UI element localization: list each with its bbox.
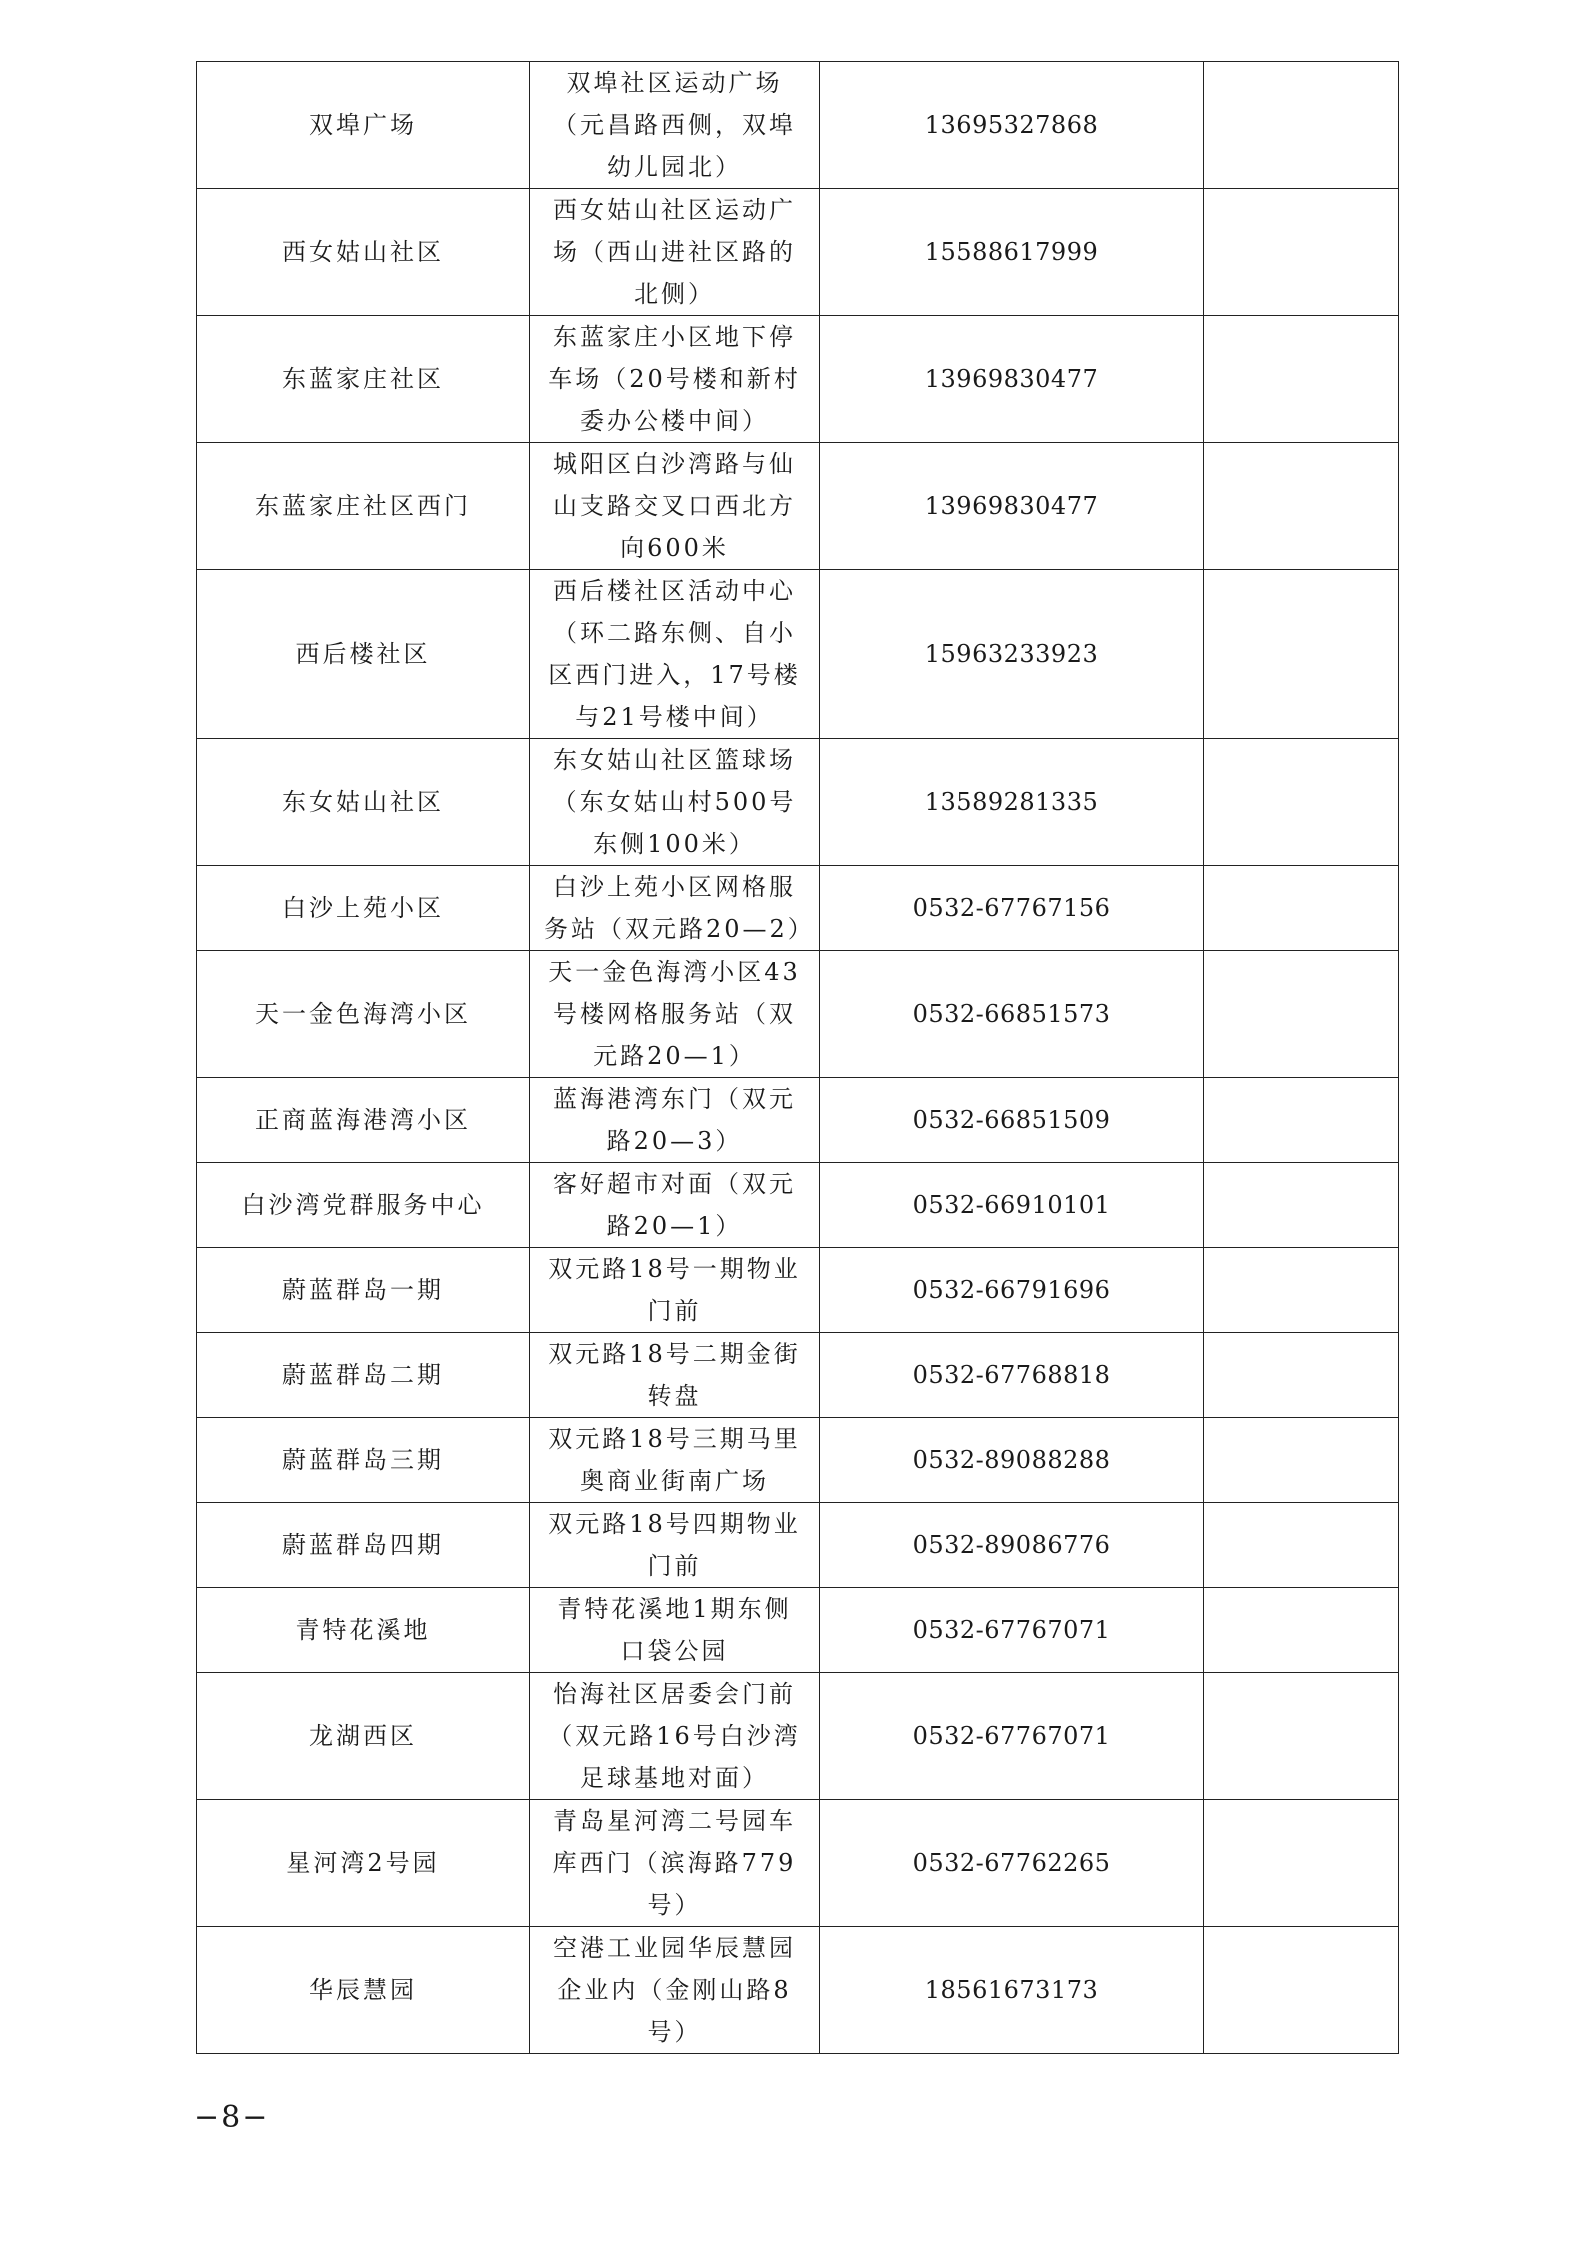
table-row [197, 1078, 1399, 1163]
empty-cell [1204, 739, 1399, 866]
table-row [197, 1163, 1399, 1248]
location-cell: 白沙上苑小区网格服务站（双元路20—2） [530, 866, 820, 951]
site-name-cell: 华辰慧园 [197, 1927, 530, 2054]
table-row [197, 1248, 1399, 1333]
site-name-cell: 蔚蓝群岛四期 [197, 1503, 530, 1588]
site-name-cell: 天一金色海湾小区 [197, 951, 530, 1078]
table-row [197, 1333, 1399, 1418]
site-name-cell: 正商蓝海港湾小区 [197, 1078, 530, 1163]
table-row [197, 1927, 1399, 2054]
site-name-cell: 蔚蓝群岛三期 [197, 1418, 530, 1503]
location-cell: 双元路18号一期物业门前 [530, 1248, 820, 1333]
empty-cell [1204, 189, 1399, 316]
site-name-cell: 青特花溪地 [197, 1588, 530, 1673]
phone-cell: 0532-66910101 [820, 1163, 1204, 1248]
location-cell: 双元路18号二期金街转盘 [530, 1333, 820, 1418]
phone-cell: 0532-89086776 [820, 1503, 1204, 1588]
table-row [197, 951, 1399, 1078]
site-name-cell: 星河湾2号园 [197, 1800, 530, 1927]
empty-cell [1204, 1673, 1399, 1800]
empty-cell [1204, 1163, 1399, 1248]
empty-cell [1204, 316, 1399, 443]
site-name-cell: 东蓝家庄社区西门 [197, 443, 530, 570]
phone-cell: 15963233923 [820, 570, 1204, 739]
empty-cell [1204, 1588, 1399, 1673]
empty-cell [1204, 62, 1399, 189]
site-name-cell: 白沙湾党群服务中心 [197, 1163, 530, 1248]
site-name-cell: 白沙上苑小区 [197, 866, 530, 951]
table-row [197, 866, 1399, 951]
location-cell: 双元路18号三期马里奥商业街南广场 [530, 1418, 820, 1503]
table-row [197, 1503, 1399, 1588]
table-row [197, 1418, 1399, 1503]
site-name-cell: 双埠广场 [197, 62, 530, 189]
table-row [197, 62, 1399, 189]
table-row [197, 739, 1399, 866]
table-row [197, 570, 1399, 739]
phone-cell: 0532-66851509 [820, 1078, 1204, 1163]
empty-cell [1204, 570, 1399, 739]
phone-cell: 13695327868 [820, 62, 1204, 189]
phone-cell: 0532-66791696 [820, 1248, 1204, 1333]
empty-cell [1204, 1078, 1399, 1163]
site-name-cell: 东女姑山社区 [197, 739, 530, 866]
site-table [196, 61, 1399, 2054]
location-cell: 双元路18号四期物业门前 [530, 1503, 820, 1588]
phone-cell: 13969830477 [820, 443, 1204, 570]
location-cell: 怡海社区居委会门前（双元路16号白沙湾足球基地对面） [530, 1673, 820, 1800]
phone-cell: 0532-67762265 [820, 1800, 1204, 1927]
site-name-cell: 蔚蓝群岛一期 [197, 1248, 530, 1333]
location-cell: 东女姑山社区篮球场（东女姑山村500号东侧100米） [530, 739, 820, 866]
phone-cell: 0532-67767156 [820, 866, 1204, 951]
location-cell: 东蓝家庄小区地下停车场（20号楼和新村委办公楼中间） [530, 316, 820, 443]
site-name-cell: 西女姑山社区 [197, 189, 530, 316]
phone-cell: 15588617999 [820, 189, 1204, 316]
location-cell: 青岛星河湾二号园车库西门（滨海路779号） [530, 1800, 820, 1927]
location-cell: 西后楼社区活动中心（环二路东侧、自小区西门进入，17号楼与21号楼中间） [530, 570, 820, 739]
phone-cell: 0532-89088288 [820, 1418, 1204, 1503]
table-row [197, 1800, 1399, 1927]
empty-cell [1204, 1503, 1399, 1588]
page-number: −8− [194, 2100, 270, 2135]
phone-cell: 0532-66851573 [820, 951, 1204, 1078]
site-name-cell: 蔚蓝群岛二期 [197, 1333, 530, 1418]
table-row [197, 1588, 1399, 1673]
empty-cell [1204, 1333, 1399, 1418]
site-name-cell: 龙湖西区 [197, 1673, 530, 1800]
location-cell: 空港工业园华辰慧园企业内（金刚山路8号） [530, 1927, 820, 2054]
phone-cell: 13589281335 [820, 739, 1204, 866]
location-cell: 西女姑山社区运动广场（西山进社区路的北侧） [530, 189, 820, 316]
site-name-cell: 西后楼社区 [197, 570, 530, 739]
empty-cell [1204, 443, 1399, 570]
table-row [197, 443, 1399, 570]
location-cell: 青特花溪地1期东侧口袋公园 [530, 1588, 820, 1673]
empty-cell [1204, 951, 1399, 1078]
empty-cell [1204, 1800, 1399, 1927]
phone-cell: 18561673173 [820, 1927, 1204, 2054]
empty-cell [1204, 1927, 1399, 2054]
empty-cell [1204, 1418, 1399, 1503]
table-row [197, 189, 1399, 316]
phone-cell: 0532-67767071 [820, 1588, 1204, 1673]
empty-cell [1204, 1248, 1399, 1333]
table-row [197, 316, 1399, 443]
location-cell: 客好超市对面（双元路20—1） [530, 1163, 820, 1248]
empty-cell [1204, 866, 1399, 951]
site-name-cell: 东蓝家庄社区 [197, 316, 530, 443]
table-row [197, 1673, 1399, 1800]
location-cell: 天一金色海湾小区43号楼网格服务站（双元路20—1） [530, 951, 820, 1078]
location-cell: 蓝海港湾东门（双元路20—3） [530, 1078, 820, 1163]
phone-cell: 0532-67767071 [820, 1673, 1204, 1800]
location-cell: 双埠社区运动广场（元昌路西侧，双埠幼儿园北） [530, 62, 820, 189]
location-cell: 城阳区白沙湾路与仙山支路交叉口西北方向600米 [530, 443, 820, 570]
phone-cell: 0532-67768818 [820, 1333, 1204, 1418]
phone-cell: 13969830477 [820, 316, 1204, 443]
